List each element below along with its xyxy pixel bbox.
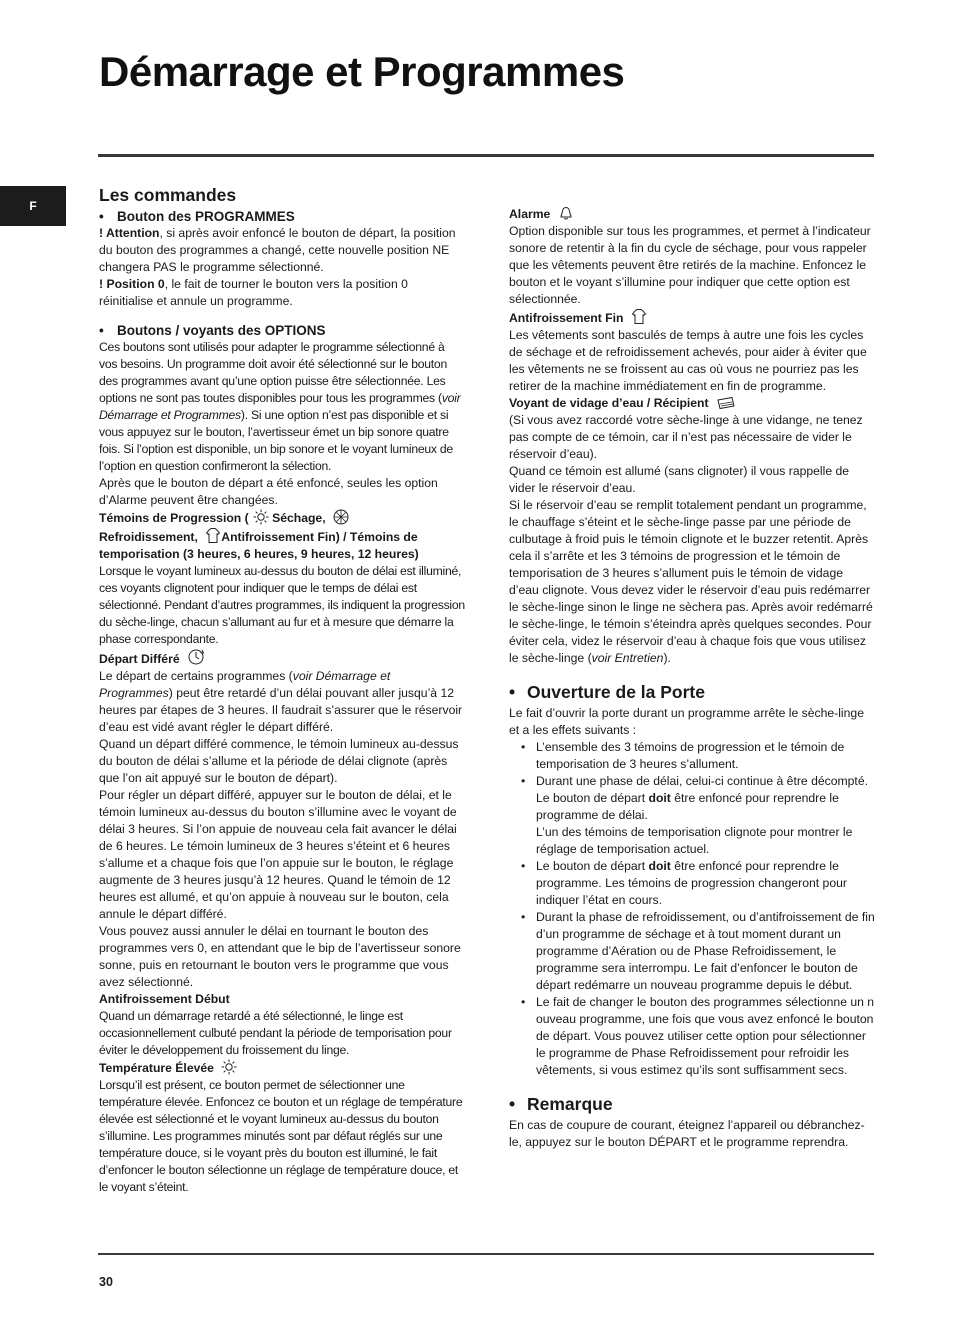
position0-paragraph: ! Position 0, le fait de tourner le bouton vers la position 0 réinitialise et annule un programme. [99, 277, 408, 308]
antifroissement-fin-paragraph: Les vêtements sont basculés de temps à autre une fois les cycles de séchage et de refroidissement achevés, pour aider à éviter que les vêtements ne se froissent au cas où vous ne pourriez pas les retirer de la machine immédiatement en fin de programme. [509, 328, 867, 393]
vidage-paragraph-3: Si le réservoir d’eau se remplit totalement pendant un programme, le chauffage s’éteint et le sèche-linge passe par une période de culbutage à froid puis le témoin clignote et le buzzer retentit. Après cela il s’arrête et les 3 témoins de progression et le témoin de temporisation de 3 heures s’allument puis le témoin de vidage d’eau clignote. Vous devez vider le réservoir d’eau puis redémarrer le sèche-linge sinon le linge ne sèchera pas. Après avoir redémarré le sèche-linge, le témoin s’éteindra après quelques secondes. Pour éviter cela, videz le réservoir d’eau à chaque fois que vous utilisez le sèche-linge (voir Entretien). [509, 498, 873, 665]
depart-paragraph-3: Pour régler un départ différé, appuyer sur le bouton de délai, et le témoin lumineux au-dessus du bouton s’illumine avec le voyant de délai 3 heures. Si l’on appuie de nouveau cela fait avancer le délai de 6 heures. Le témoin lumineux de 3 heures s’éteint et 6 heures s’allume et a chaque fois que l’on appuie sur le bouton, le réglage augmente de 3 heures jusqu’à 12 heures. Quand le témoin de 12 heures est allumé, et qu’on appuie à nouveau sur le bouton, cela annule le départ différé. [99, 788, 457, 921]
temperature-paragraph: Lorsqu’il est présent, ce bouton permet de sélectionner une température élevée. Enfoncez ce bouton et un réglage de température élevée est sélectionné et le voyant lumineux au-dessus du bouton s’illumine. Les programmes minutés sont par défaut réglés sur une température douce, si le voyant près du bouton est illuminé, le fait d’enfoncer le bouton sélectionne un réglage de température douce, et le voyant s’éteint. [99, 1078, 463, 1194]
vidage-heading: Voyant de vidage d’eau / Récipient [509, 395, 875, 412]
antifroissement-debut-heading: Antifroissement Début [99, 992, 230, 1006]
attention-paragraph: ! Attention, si après avoir enfoncé le bouton de départ, la position du bouton des programmes a changé, cette nouvelle position NE changera PAS le programme sélectionné. [99, 226, 456, 274]
temperature-heading: Température Élevée [99, 1059, 465, 1077]
depart-paragraph-4: Vous pouvez aussi annuler le délai en tournant le bouton des programmes vers 0, en attendant que le bip de l’avertisseur sonore sonne, puis en retournant le bouton vers le programme que vous avez sélectionné. [99, 924, 461, 989]
page-number: 30 [99, 1275, 113, 1289]
temoins-paragraph: Lorsque le voyant lumineux au-dessus du bouton de délai est illuminé, ces voyants clignotent pour indiquer que le temps de délai est sélectionné. Pendant d’autres programmes, ils indiquent la progression du sèche-linge, chacun s’allumant au fur et à mesure que démarre la phase correspondante. [99, 564, 465, 646]
options-paragraph: Ces boutons sont utilisés pour adapter le programme sélectionné à vos besoins. Un programme doit avoir été sélectionné sur le bouton des programmes avant qu’une option puisse être sélectionnée. Les options ne sont pas toutes disponibles pour tous les programmes (voir Démarrage et Programmes). Si une option n’est pas disponible et si vous appuyez sur le bouton, l’avertisseur émet un bip sonore quatre fois. Si l’option est disponible, un bip sonore et le voyant lumineux de l’option en question confirmeront la sélection. [99, 340, 461, 473]
list-item: • L’ensemble des 3 témoins de progression et le témoin de temporisation de 3 heures s’allument. [536, 739, 875, 773]
water-tank-icon [716, 396, 736, 410]
list-item: • Durant la phase de refroidissement, ou d’antifroissement de fin d’un programme de séchage et à tout moment durant un programme d’Aération ou de Phase Refroidissement, le programme sera interrompu. Le fait d’enfoncer le bouton de départ redémarre un nouveau programme depuis le début. [536, 909, 875, 994]
list-item: • Durant une phase de délai, celui-ci continue à être décompté. Le bouton de départ doit être enfoncé pour reprendre le programme de délai. L’un des témoins de temporisation clignote pour montrer le réglage de temporisation actuel. [536, 773, 875, 858]
page-title: Démarrage et Programmes [99, 48, 625, 95]
left-column [99, 184, 465, 1196]
right-column [509, 205, 875, 1151]
alarme-paragraph: Option disponible sur tous les programmes, et permet à l’indicateur sonore de retentir à la fin du cycle de séchage, pour vous rappeler que les vêtements peuvent être retirés de la machine. Enfoncez le bouton et le voyant s’illumine pour indiquer que cette option est sélectionnée. [509, 224, 871, 306]
section-heading-commandes: Les commandes [99, 185, 237, 205]
depart-differe-heading: Départ Différé [99, 648, 465, 668]
temoins-heading: Témoins de Progression ( Séchage, Refroidissement, Antifroissement Fin) / Témoins de temporisation (3 heures, 6 heures, 9 heures, 12 heures) [99, 511, 419, 561]
sun-icon [253, 509, 269, 525]
sun-icon [221, 1059, 237, 1075]
bottom-divider [98, 1253, 874, 1255]
antifroissement-debut-paragraph: Quand un démarrage retardé a été sélectionné, le linge est occasionnellement culbuté pendant la période de temporisation pour éviter le développement du froissement du linge. [99, 1009, 452, 1057]
remarque-paragraph: En cas de coupure de courant, éteignez l’appareil ou débranchez-le, appuyez sur le bouton DÉPART et le programme reprendra. [509, 1118, 865, 1149]
porte-intro: Le fait d’ouvrir la porte durant un programme arrête le sèche-linge et a les effets suivants : [509, 706, 864, 737]
options-heading: • Boutons / voyants des OPTIONS [99, 323, 326, 338]
options-paragraph-2: Après que le bouton de départ a été enfoncé, seules les option d’Alarme peuvent être changées. [99, 476, 438, 507]
shirt-icon [631, 308, 647, 325]
ouverture-porte-heading: • Ouverture de la Porte [509, 682, 705, 702]
shirt-icon [205, 527, 221, 544]
bell-icon [558, 205, 574, 221]
drying-icon [333, 509, 349, 525]
vidage-paragraph-2: Quand ce témoin est allumé (sans clignoter) il vous rappelle de vider le réservoir d’eau. [509, 464, 850, 495]
list-item: • Le bouton de départ doit être enfoncé pour reprendre le programme. Les témoins de progression changeront pour indiquer l’état en cours. [536, 858, 875, 909]
porte-effects-list [509, 739, 875, 1079]
list-item: • Le fait de changer le bouton des programmes sélectionne un n ouveau programme, une fois que vous avez enfoncé le bouton de départ. Vous pouvez utiliser cette option pour sélectionner le programme de Phase Refroidissement pour refroidir les vêtements, si vous estimez qu’ils sont suffisamment secs. [536, 994, 875, 1079]
antifroissement-fin-heading: Antifroissement Fin [509, 308, 875, 327]
programmes-heading: • Bouton des PROGRAMMES [99, 209, 295, 224]
remarque-heading: • Remarque [509, 1094, 613, 1114]
top-divider [98, 154, 874, 157]
clock-icon [187, 648, 205, 666]
vidage-paragraph-1: (Si vous avez raccordé votre sèche-linge à une vidange, ne tenez pas compte de ce témoin, car il n’est pas nécessaire de vider le réservoir d’eau). [509, 413, 863, 461]
depart-paragraph-2: Quand un départ différé commence, le témoin lumineux au-dessus du bouton de délai s’allume et la période de délai clignote (après que l’on ait appuyé sur le bouton de départ). [99, 737, 459, 785]
depart-paragraph-1: Le départ de certains programmes (voir Démarrage et Programmes) peut être retardé d’un délai pouvant aller jusqu’à 12 heures par étapes de 3 heures. Il faudrait s’assurer que le réservoir d’eau est vidé avant régler le départ différé. [99, 669, 463, 734]
language-tab: F [0, 186, 66, 226]
alarme-heading: Alarme [509, 205, 875, 223]
